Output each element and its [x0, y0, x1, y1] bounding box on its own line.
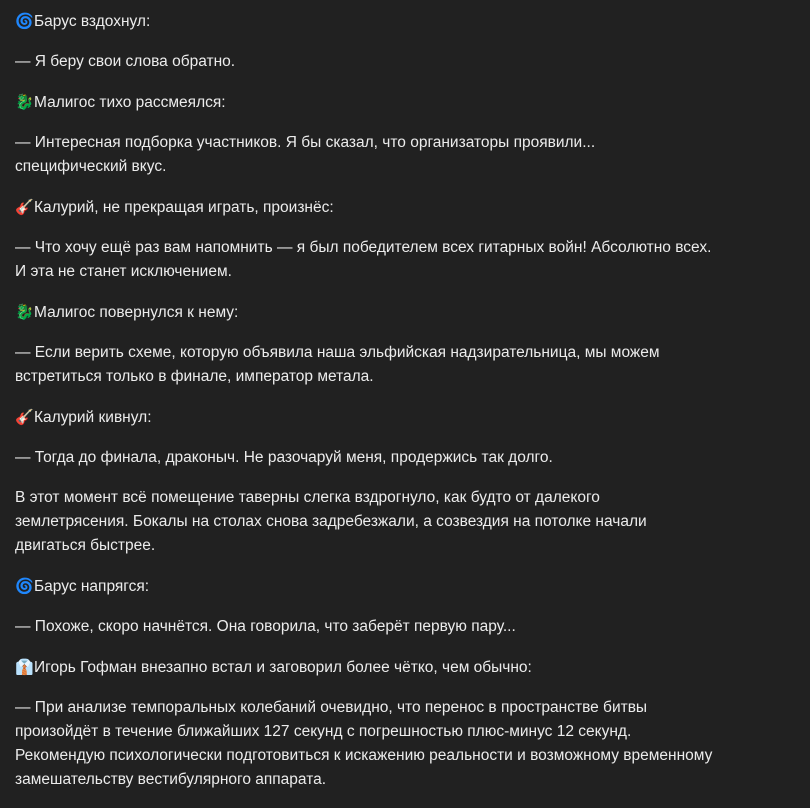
paragraph-line: [15, 696, 805, 720]
paragraph-line: [15, 236, 805, 260]
line-text: встретиться только в финале, император метала.: [15, 368, 374, 385]
paragraph-line: [15, 446, 805, 470]
line-text: Малигос тихо рассмеялся:: [34, 94, 226, 111]
speaker-line: [15, 574, 805, 599]
line-text: — Если верить схеме, которую объявила наша эльфийская надзирательница, мы можем: [15, 344, 660, 361]
paragraph-line: [15, 486, 805, 510]
line-text: Калурий, не прекращая играть, произнёс:: [34, 199, 334, 216]
paragraph-line: [15, 155, 805, 179]
paragraph-line: [15, 615, 805, 639]
story-paragraph: [15, 50, 805, 74]
line-text: Калурий кивнул:: [34, 409, 152, 426]
paragraph-line: [15, 90, 805, 115]
dragon-icon: 🐉: [15, 303, 34, 321]
line-text: — Интересная подборка участников. Я бы сказал, что организаторы проявили...: [15, 134, 596, 151]
cyclone-icon: 🌀: [15, 12, 34, 30]
necktie-shirt-icon: 👔: [15, 658, 34, 676]
cyclone-icon: 🌀: [15, 577, 34, 595]
line-text: — Я беру свои слова обратно.: [15, 53, 236, 70]
line-text: землетрясения. Бокалы на столах снова задребезжали, а созвездия на потолке начали: [15, 513, 647, 530]
story-paragraph: [15, 341, 805, 389]
dragon-icon: 🐉: [15, 93, 34, 111]
paragraph-line: [15, 405, 805, 430]
story-paragraph: [15, 486, 805, 558]
line-text: — Что хочу ещё раз вам напомнить — я был победителем всех гитарных войн! Абсолютно всех.: [15, 239, 712, 256]
speaker-line: [15, 300, 805, 325]
paragraph-line: [15, 534, 805, 558]
paragraph-line: [15, 50, 805, 74]
guitar-icon: 🎸: [15, 408, 34, 426]
line-text: специфический вкус.: [15, 158, 167, 175]
story-text: [15, 9, 805, 808]
line-text: — При анализе темпоральных колебаний очевидно, что перенос в пространстве битвы: [15, 699, 648, 716]
line-text: двигаться быстрее.: [15, 537, 156, 554]
line-text: Игорь Гофман внезапно встал и заговорил более чётко, чем обычно:: [34, 659, 532, 676]
paragraph-line: [15, 744, 805, 768]
line-text: — Тогда до финала, драконыч. Не разочаруй меня, продержись так долго.: [15, 449, 553, 466]
paragraph-line: [15, 365, 805, 389]
line-text: И эта не станет исключением.: [15, 263, 232, 280]
paragraph-line: [15, 768, 805, 792]
line-text: замешательству вестибулярного аппарата.: [15, 771, 327, 788]
paragraph-line: [15, 260, 805, 284]
paragraph-line: [15, 341, 805, 365]
paragraph-line: [15, 720, 805, 744]
line-text: произойдёт в течение ближайших 127 секунд с погрешностью плюс-минус 12 секунд.: [15, 723, 632, 740]
paragraph-line: [15, 195, 805, 220]
paragraph-line: [15, 9, 805, 34]
speaker-line: [15, 405, 805, 430]
story-paragraph: [15, 696, 805, 792]
speaker-line: [15, 9, 805, 34]
paragraph-line: [15, 300, 805, 325]
line-text: Барус напрягся:: [34, 578, 150, 595]
story-paragraph: [15, 446, 805, 470]
paragraph-line: [15, 510, 805, 534]
speaker-line: [15, 195, 805, 220]
paragraph-line: [15, 655, 805, 680]
speaker-line: [15, 655, 805, 680]
line-text: В этот момент всё помещение таверны слегка вздрогнуло, как будто от далекого: [15, 489, 600, 506]
line-text: Рекомендую психологически подготовиться к искажению реальности и возможному временному: [15, 747, 713, 764]
guitar-icon: 🎸: [15, 198, 34, 216]
speaker-line: [15, 90, 805, 115]
paragraph-line: [15, 131, 805, 155]
story-paragraph: [15, 131, 805, 179]
story-paragraph: [15, 236, 805, 284]
story-paragraph: [15, 615, 805, 639]
paragraph-line: [15, 574, 805, 599]
line-text: — Похоже, скоро начнётся. Она говорила, что заберёт первую пару...: [15, 618, 516, 635]
line-text: Барус вздохнул:: [34, 13, 151, 30]
line-text: Малигос повернулся к нему:: [34, 304, 239, 321]
